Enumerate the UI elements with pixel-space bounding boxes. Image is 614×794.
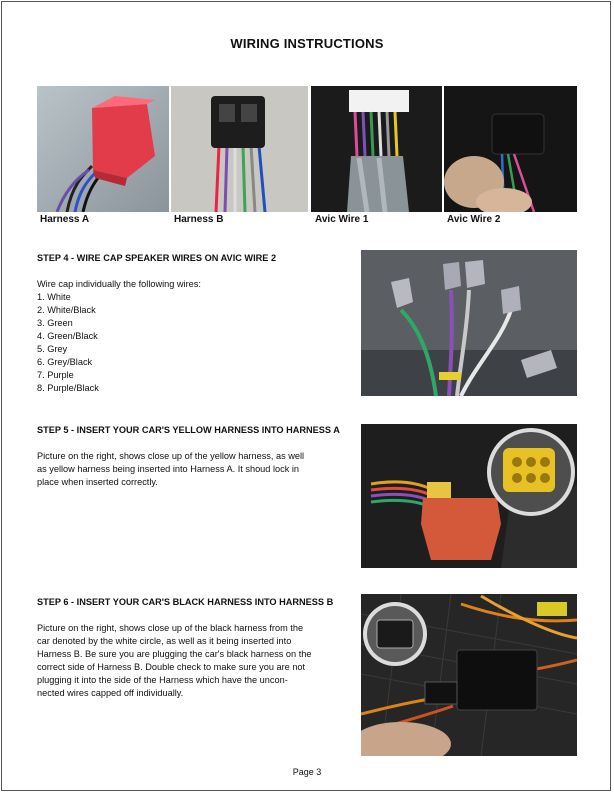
list-item: 4. Green/Black xyxy=(37,331,98,341)
page-number: Page 3 xyxy=(292,767,322,777)
avic-wire-2-caption: Avic Wire 2 xyxy=(447,214,501,225)
list-item: 7. Purple xyxy=(37,370,74,380)
harness-a-photo xyxy=(37,86,169,212)
step-6-text xyxy=(37,622,311,700)
step-4-photo xyxy=(361,250,577,396)
harness-a-caption: Harness A xyxy=(40,214,90,225)
avic-wire-1-photo xyxy=(311,86,442,212)
list-item: 3. Green xyxy=(37,318,73,328)
step-5-photo xyxy=(361,424,577,568)
step-4-heading: STEP 4 - WIRE CAP SPEAKER WIRES ON AVIC WIRE 2 xyxy=(37,253,277,263)
step-5-text xyxy=(37,450,304,489)
text-line: Picture on the right, shows close up of the yellow harness, as well xyxy=(37,451,305,461)
text-line: as yellow harness being inserted into Harness A. It shoud lock in xyxy=(37,464,299,474)
list-item: 6. Grey/Black xyxy=(37,357,93,367)
step-4-intro: Wire cap individually the following wires: xyxy=(37,279,201,289)
list-item: 8. Purple/Black xyxy=(37,383,99,393)
harness-b-photo xyxy=(171,86,308,212)
list-item: 1. White xyxy=(37,292,71,302)
text-line: Picture on the right, shows close up of the black harness from the xyxy=(37,623,304,633)
step-6-photo xyxy=(361,594,577,756)
text-line: place when inserted correctly. xyxy=(37,477,158,487)
harness-b-caption: Harness B xyxy=(174,214,224,225)
list-item: 5. Grey xyxy=(37,344,68,354)
step-6-heading: STEP 6 - INSERT YOUR CAR'S BLACK HARNESS INTO HARNESS B xyxy=(37,597,334,607)
text-line: plugging it into the side of the Harness which have the uncon- xyxy=(37,675,288,685)
avic-wire-1-caption: Avic Wire 1 xyxy=(315,214,369,225)
text-line: Harness B. Be sure you are plugging the car's black harness on the xyxy=(37,649,312,659)
text-line: nected wires capped off individually. xyxy=(37,688,184,698)
text-line: car denoted by the white circle, as well as it being inserted into xyxy=(37,636,292,646)
step-5-heading: STEP 5 - INSERT YOUR CAR'S YELLOW HARNESS INTO HARNESS A xyxy=(37,425,340,435)
avic-wire-2-photo xyxy=(444,86,577,212)
text-line: correct side of Harness B. Double check to make sure you are not xyxy=(37,662,306,672)
list-item: 2. White/Black xyxy=(37,305,96,315)
page-title: WIRING INSTRUCTIONS xyxy=(230,36,384,51)
step-4-text xyxy=(37,278,201,395)
